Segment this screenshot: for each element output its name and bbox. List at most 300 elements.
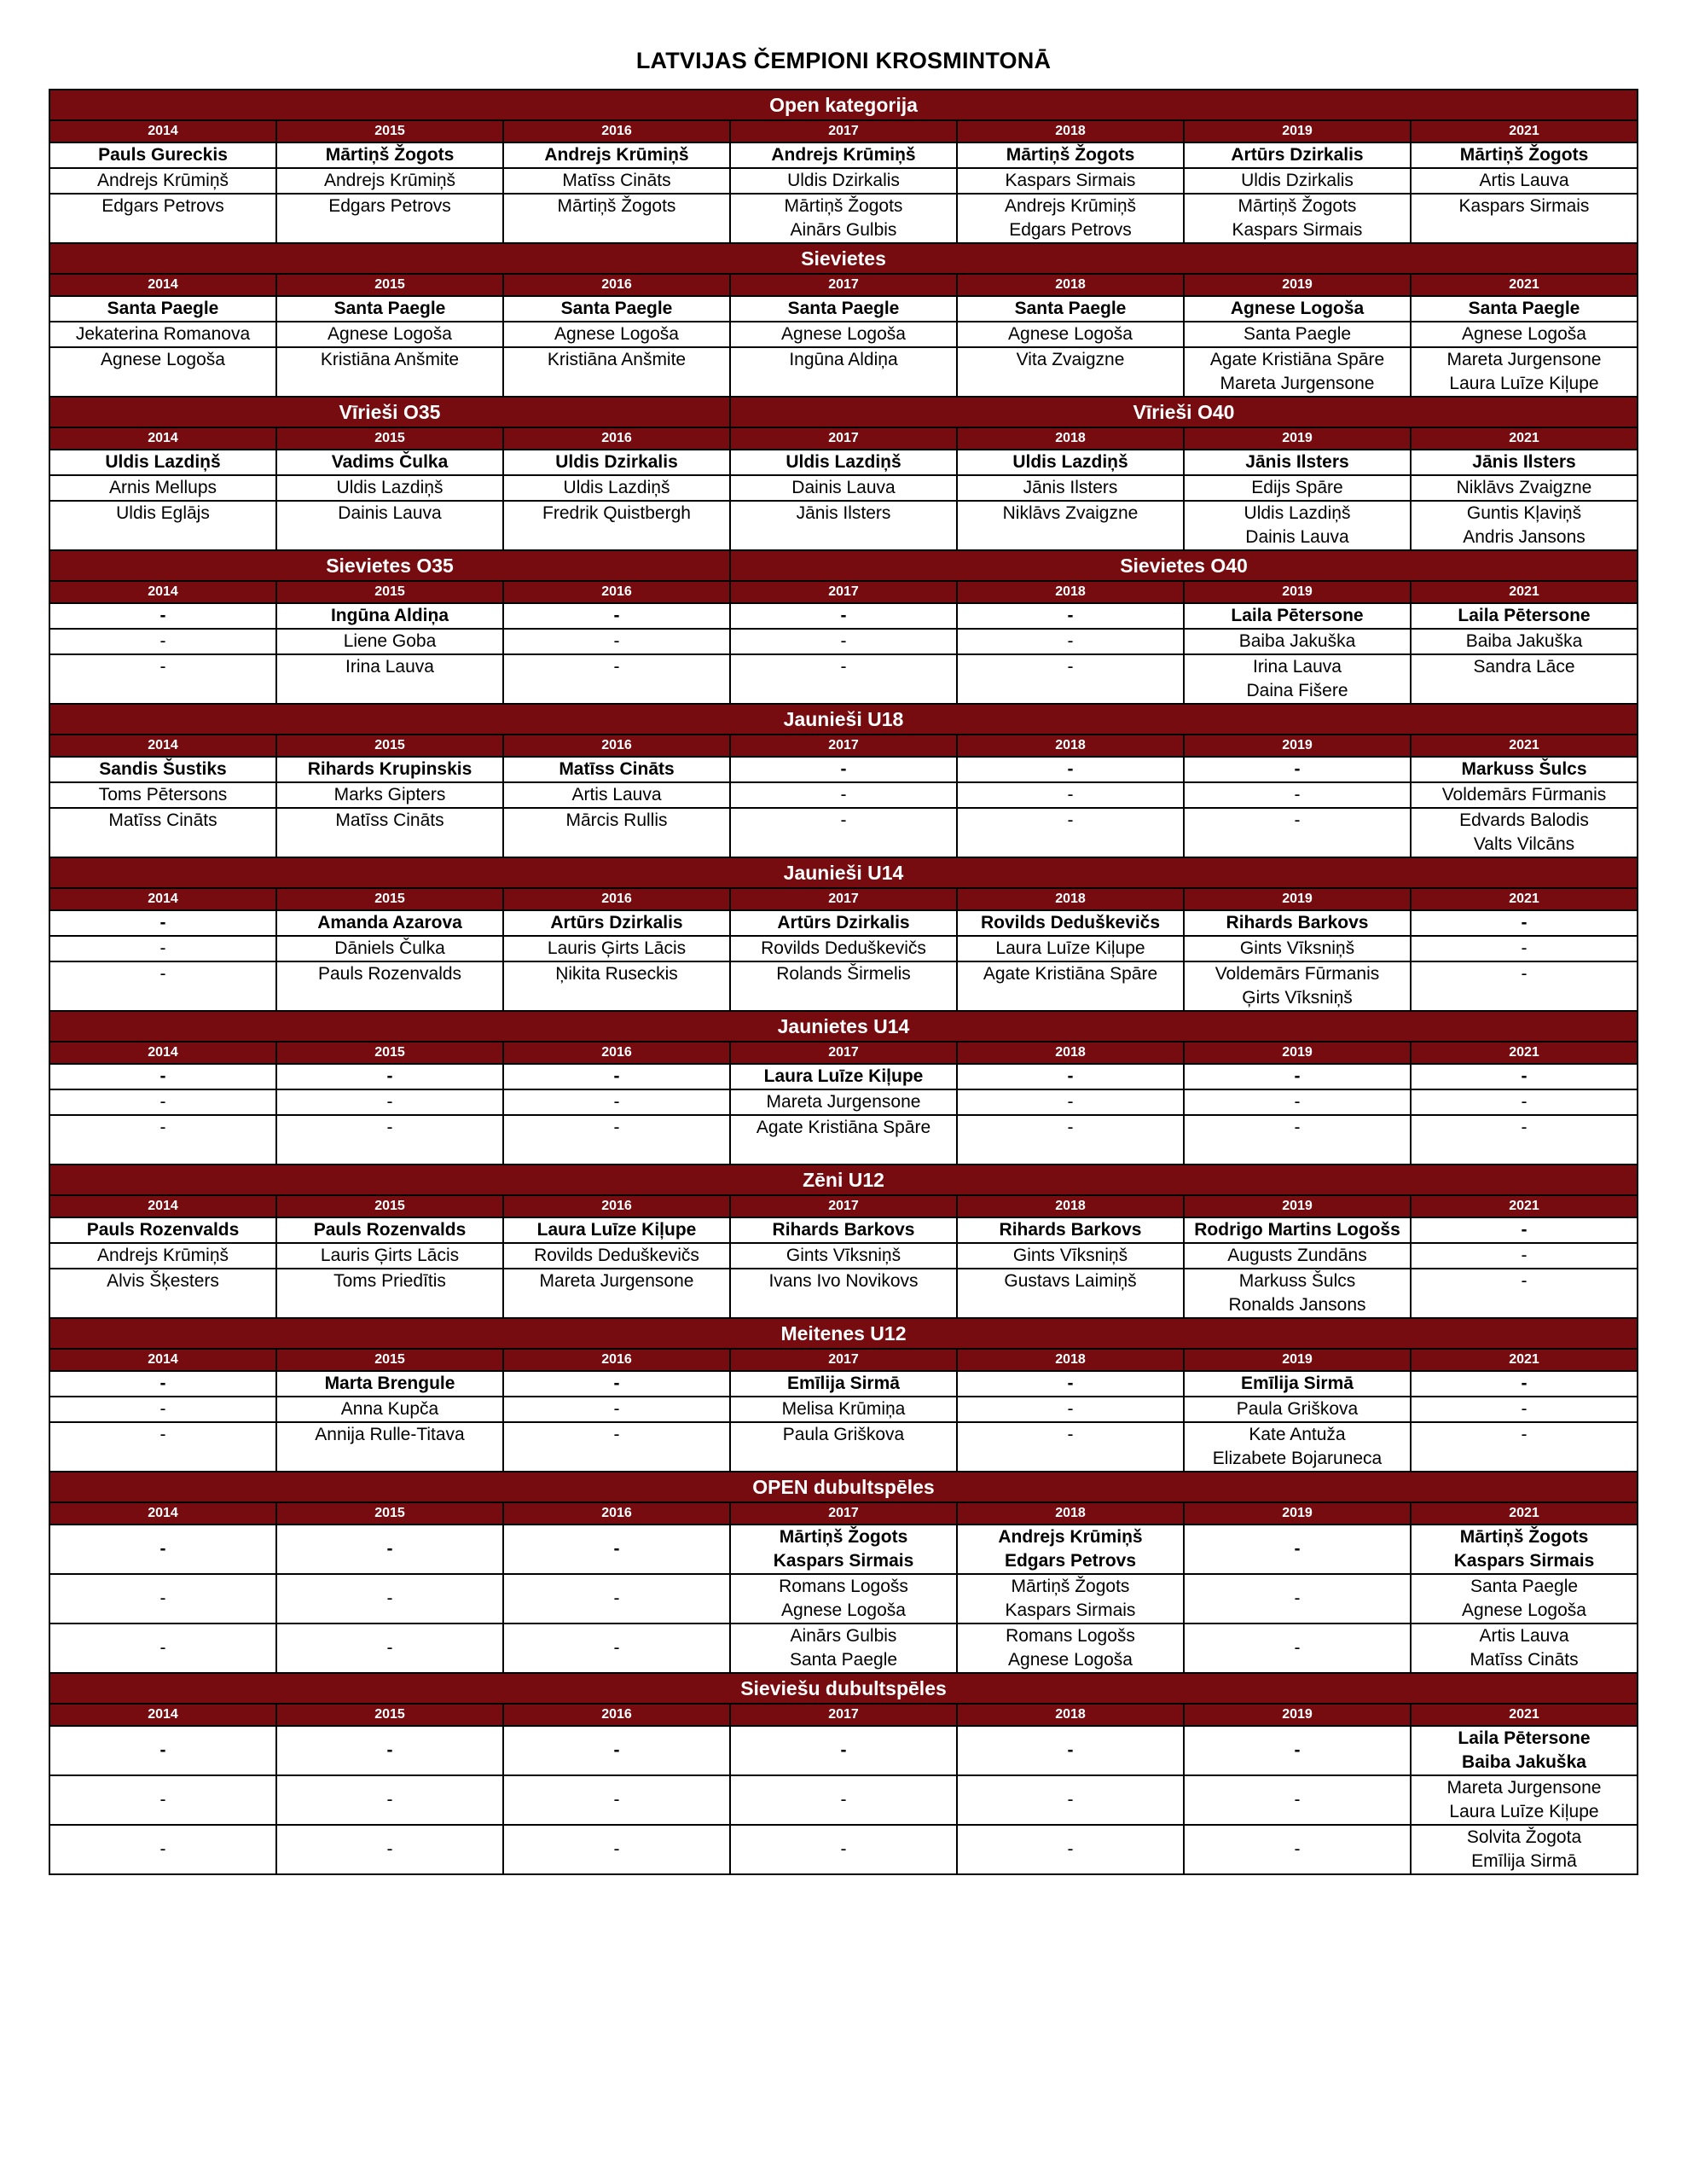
placement-row bbox=[49, 936, 1638, 961]
result-cell bbox=[49, 1243, 276, 1269]
result-cell bbox=[1411, 1623, 1638, 1673]
player-name: - bbox=[1521, 1425, 1528, 1444]
category-title: Sievietes bbox=[49, 243, 1638, 274]
player-name: Mārcis Rullis bbox=[565, 810, 668, 830]
player-name: Mārtiņš Žogots bbox=[557, 196, 676, 216]
result-cell bbox=[503, 808, 730, 857]
player-name: - bbox=[1067, 1790, 1074, 1809]
player-name: Valts Vilcāns bbox=[1473, 834, 1575, 854]
category-title: Open kategorija bbox=[49, 90, 1638, 120]
player-name: - bbox=[1067, 810, 1074, 830]
player-name: Mārtiņš Žogots bbox=[784, 196, 903, 216]
player-name: - bbox=[613, 1539, 620, 1559]
year-header: 2018 bbox=[957, 1704, 1184, 1726]
player-name: Baiba Jakuška bbox=[1462, 1752, 1586, 1772]
result-cell bbox=[1184, 347, 1411, 397]
year-header: 2014 bbox=[49, 120, 276, 142]
result-cell bbox=[1411, 347, 1638, 397]
category-header-row bbox=[49, 90, 1638, 120]
player-name: Edgars Petrovs bbox=[101, 196, 224, 216]
result-cell bbox=[276, 475, 503, 501]
result-cell bbox=[1411, 936, 1638, 961]
result-cell bbox=[1411, 1371, 1638, 1397]
player-name: - bbox=[1521, 1092, 1528, 1112]
result-cell bbox=[503, 1825, 730, 1874]
result-cell bbox=[276, 1623, 503, 1673]
player-name: - bbox=[613, 1425, 620, 1444]
result-cell bbox=[730, 1726, 957, 1775]
player-name: Artūrs Dzirkalis bbox=[1231, 145, 1364, 165]
player-name: Santa Paegle bbox=[333, 299, 446, 318]
result-cell bbox=[49, 1397, 276, 1422]
result-cell bbox=[276, 322, 503, 347]
player-name: - bbox=[1067, 1740, 1074, 1760]
player-name: Dāniels Čulka bbox=[334, 938, 445, 958]
result-cell bbox=[276, 782, 503, 808]
player-name: Paula Griškova bbox=[1236, 1399, 1359, 1419]
year-header: 2021 bbox=[1411, 274, 1638, 296]
result-cell bbox=[957, 654, 1184, 704]
result-cell bbox=[957, 1217, 1184, 1243]
player-name: Rodrigo Martins Logošs bbox=[1194, 1220, 1400, 1240]
year-header: 2016 bbox=[503, 1349, 730, 1371]
result-cell bbox=[1411, 1775, 1638, 1825]
result-cell bbox=[957, 194, 1184, 243]
year-header-row bbox=[49, 1195, 1638, 1217]
player-name: - bbox=[613, 1399, 620, 1419]
result-cell bbox=[1184, 782, 1411, 808]
year-header: 2017 bbox=[730, 1195, 957, 1217]
player-name: Kaspars Sirmais bbox=[1232, 220, 1363, 240]
player-name: - bbox=[840, 657, 847, 677]
player-name: - bbox=[386, 1740, 393, 1760]
player-name: Emīlija Sirmā bbox=[787, 1374, 900, 1393]
player-name: Markuss Šulcs bbox=[1461, 759, 1587, 779]
placement-row bbox=[49, 961, 1638, 1011]
player-name: - bbox=[159, 1790, 166, 1809]
player-name: Niklāvs Zvaigzne bbox=[1002, 503, 1139, 523]
result-cell bbox=[1184, 1269, 1411, 1318]
player-name: Rihards Krupinskis bbox=[307, 759, 472, 779]
player-name: Agnese Logoša bbox=[101, 350, 225, 369]
player-name: - bbox=[613, 1589, 620, 1608]
result-cell bbox=[49, 194, 276, 243]
year-header: 2021 bbox=[1411, 1349, 1638, 1371]
year-header: 2016 bbox=[503, 735, 730, 757]
result-cell bbox=[957, 1825, 1184, 1874]
category-title: Sieviešu dubultspēles bbox=[49, 1673, 1638, 1704]
player-name: Kristiāna Anšmite bbox=[547, 350, 687, 369]
player-name: - bbox=[613, 631, 620, 651]
player-name: Ainārs Gulbis bbox=[790, 220, 897, 240]
placement-row bbox=[49, 501, 1638, 550]
result-cell bbox=[503, 347, 730, 397]
result-cell bbox=[49, 654, 276, 704]
placement-row bbox=[49, 1825, 1638, 1874]
result-cell bbox=[49, 629, 276, 654]
player-name: Mārtiņš Žogots bbox=[1006, 145, 1135, 165]
result-cell bbox=[49, 450, 276, 475]
player-name: Mārtiņš Žogots bbox=[1459, 1527, 1589, 1547]
player-name: Agnese Logoša bbox=[1230, 299, 1365, 318]
player-name: Jānis Ilsters bbox=[796, 503, 891, 523]
result-cell bbox=[730, 1574, 957, 1623]
player-name: Santa Paegle bbox=[107, 299, 219, 318]
placement-row bbox=[49, 1269, 1638, 1318]
result-cell bbox=[49, 168, 276, 194]
result-cell bbox=[1184, 1574, 1411, 1623]
player-name: Sandis Šustiks bbox=[99, 759, 227, 779]
year-header: 2014 bbox=[49, 1195, 276, 1217]
result-cell bbox=[1184, 1422, 1411, 1472]
year-header: 2019 bbox=[1184, 1502, 1411, 1525]
player-name: Mārtiņš Žogots bbox=[779, 1527, 908, 1547]
player-name: Annija Rulle-Titava bbox=[315, 1425, 465, 1444]
player-name: Guntis Kļaviņš bbox=[1466, 503, 1582, 523]
player-name: Ingūna Aldiņa bbox=[330, 606, 449, 625]
player-name: Uldis Lazdiņš bbox=[336, 478, 443, 497]
player-name: - bbox=[613, 1638, 620, 1658]
result-cell bbox=[1411, 603, 1638, 629]
player-name: - bbox=[1294, 1118, 1301, 1137]
result-cell bbox=[49, 1525, 276, 1574]
category-header-row bbox=[49, 857, 1638, 888]
player-name: Laura Luīze Kiļupe bbox=[995, 938, 1145, 958]
result-cell bbox=[1184, 757, 1411, 782]
result-cell bbox=[276, 1775, 503, 1825]
result-cell bbox=[503, 1269, 730, 1318]
player-name: Rovilds Deduškevičs bbox=[761, 938, 926, 958]
year-header: 2016 bbox=[503, 1502, 730, 1525]
result-cell bbox=[1411, 1115, 1638, 1165]
result-cell bbox=[276, 501, 503, 550]
player-name: Gustavs Laimiņš bbox=[1004, 1271, 1137, 1291]
player-name: - bbox=[1521, 1374, 1528, 1393]
year-header-row bbox=[49, 427, 1638, 450]
player-name: Lauris Ģirts Lācis bbox=[320, 1246, 460, 1265]
player-name: - bbox=[613, 1839, 620, 1859]
result-cell bbox=[1184, 1775, 1411, 1825]
player-name: - bbox=[159, 1539, 166, 1559]
result-cell bbox=[276, 1064, 503, 1089]
player-name: Kaspars Sirmais bbox=[773, 1551, 914, 1571]
player-name: - bbox=[1294, 1740, 1301, 1760]
player-name: Edvards Balodis bbox=[1459, 810, 1589, 830]
player-name: - bbox=[840, 759, 847, 779]
result-cell bbox=[730, 629, 957, 654]
result-cell bbox=[49, 142, 276, 168]
player-name: Agate Kristiāna Spāre bbox=[983, 964, 1158, 984]
player-name: Uldis Dzirkalis bbox=[787, 171, 900, 190]
player-name: - bbox=[1067, 631, 1074, 651]
result-cell bbox=[730, 1525, 957, 1574]
winner-row bbox=[49, 757, 1638, 782]
result-cell bbox=[730, 1371, 957, 1397]
player-name: - bbox=[613, 657, 620, 677]
category-header-row bbox=[49, 243, 1638, 274]
result-cell bbox=[1411, 1825, 1638, 1874]
year-header: 2014 bbox=[49, 274, 276, 296]
player-name: Edijs Spāre bbox=[1251, 478, 1343, 497]
player-name: - bbox=[1294, 810, 1301, 830]
category-title: Jaunieši U14 bbox=[49, 857, 1638, 888]
result-cell bbox=[1411, 194, 1638, 243]
result-cell bbox=[730, 1115, 957, 1165]
player-name: - bbox=[613, 1066, 620, 1086]
result-cell bbox=[503, 142, 730, 168]
year-header: 2014 bbox=[49, 888, 276, 910]
result-cell bbox=[49, 1064, 276, 1089]
year-header: 2019 bbox=[1184, 735, 1411, 757]
player-name: Uldis Dzirkalis bbox=[1241, 171, 1354, 190]
year-header: 2018 bbox=[957, 1349, 1184, 1371]
player-name: - bbox=[1521, 1246, 1528, 1265]
player-name: - bbox=[1294, 785, 1301, 804]
player-name: - bbox=[1294, 1092, 1301, 1112]
player-name: Romans Logošs bbox=[1006, 1626, 1135, 1646]
year-header: 2017 bbox=[730, 1349, 957, 1371]
result-cell bbox=[49, 782, 276, 808]
result-cell bbox=[1184, 1115, 1411, 1165]
player-name: Fredrik Quistbergh bbox=[542, 503, 691, 523]
result-cell bbox=[730, 475, 957, 501]
year-header: 2017 bbox=[730, 274, 957, 296]
result-cell bbox=[503, 296, 730, 322]
player-name: Rihards Barkovs bbox=[772, 1220, 915, 1240]
year-header: 2015 bbox=[276, 120, 503, 142]
result-cell bbox=[1411, 808, 1638, 857]
result-cell bbox=[730, 1064, 957, 1089]
result-cell bbox=[1184, 1525, 1411, 1574]
player-name: - bbox=[613, 1118, 620, 1137]
year-header: 2018 bbox=[957, 120, 1184, 142]
player-name: Kaspars Sirmais bbox=[1005, 171, 1136, 190]
placement-row bbox=[49, 629, 1638, 654]
winner-row bbox=[49, 910, 1638, 936]
result-cell bbox=[957, 1422, 1184, 1472]
result-cell bbox=[730, 296, 957, 322]
player-name: Rovilds Deduškevičs bbox=[534, 1246, 699, 1265]
result-cell bbox=[276, 1422, 503, 1472]
result-cell bbox=[49, 501, 276, 550]
result-cell bbox=[1411, 475, 1638, 501]
player-name: Mārtiņš Žogots bbox=[1459, 145, 1589, 165]
result-cell bbox=[1184, 194, 1411, 243]
result-cell bbox=[503, 910, 730, 936]
result-cell bbox=[1411, 961, 1638, 1011]
year-header: 2018 bbox=[957, 274, 1184, 296]
year-header: 2021 bbox=[1411, 1195, 1638, 1217]
result-cell bbox=[276, 1574, 503, 1623]
result-cell bbox=[957, 1525, 1184, 1574]
result-cell bbox=[503, 1574, 730, 1623]
player-name: - bbox=[1294, 1589, 1301, 1608]
placement-row bbox=[49, 322, 1638, 347]
result-cell bbox=[1184, 1371, 1411, 1397]
player-name: - bbox=[386, 1839, 393, 1859]
year-header: 2019 bbox=[1184, 888, 1411, 910]
result-cell bbox=[276, 629, 503, 654]
player-name: Irina Lauva bbox=[345, 657, 434, 677]
player-name: Uldis Lazdiņš bbox=[1012, 452, 1128, 472]
player-name: - bbox=[159, 1399, 166, 1419]
result-cell bbox=[276, 168, 503, 194]
result-cell bbox=[49, 808, 276, 857]
result-cell bbox=[49, 296, 276, 322]
year-header-row bbox=[49, 735, 1638, 757]
player-name: - bbox=[1521, 1220, 1528, 1240]
result-cell bbox=[503, 629, 730, 654]
result-cell bbox=[1184, 654, 1411, 704]
result-cell bbox=[503, 1525, 730, 1574]
year-header: 2015 bbox=[276, 1195, 503, 1217]
year-header: 2017 bbox=[730, 120, 957, 142]
player-name: Andrejs Krūmiņš bbox=[323, 171, 456, 190]
category-header-row bbox=[49, 1673, 1638, 1704]
player-name: Vadims Čulka bbox=[331, 452, 449, 472]
player-name: - bbox=[1067, 606, 1074, 625]
placement-row bbox=[49, 808, 1638, 857]
player-name: Andrejs Krūmiņš bbox=[1004, 196, 1137, 216]
player-name: Emīlija Sirmā bbox=[1471, 1851, 1577, 1871]
player-name: - bbox=[1521, 964, 1528, 984]
result-cell bbox=[1411, 1574, 1638, 1623]
result-cell bbox=[503, 1726, 730, 1775]
result-cell bbox=[503, 654, 730, 704]
result-cell bbox=[957, 1089, 1184, 1115]
player-name: Baiba Jakuška bbox=[1465, 631, 1583, 651]
result-cell bbox=[957, 475, 1184, 501]
result-cell bbox=[1411, 296, 1638, 322]
placement-row bbox=[49, 782, 1638, 808]
player-name: Uldis Lazdiņš bbox=[563, 478, 670, 497]
result-cell bbox=[276, 1397, 503, 1422]
result-cell bbox=[730, 1825, 957, 1874]
player-name: Agnese Logoša bbox=[554, 324, 679, 344]
player-name: Mareta Jurgensone bbox=[1220, 374, 1375, 393]
result-cell bbox=[503, 961, 730, 1011]
result-cell bbox=[730, 1623, 957, 1673]
player-name: - bbox=[840, 606, 847, 625]
placement-row bbox=[49, 1422, 1638, 1472]
result-cell bbox=[49, 1825, 276, 1874]
year-header: 2019 bbox=[1184, 120, 1411, 142]
page-title: LATVIJAS ČEMPIONI KROSMINTONĀ bbox=[635, 48, 1052, 73]
year-header: 2015 bbox=[276, 274, 503, 296]
result-cell bbox=[49, 1726, 276, 1775]
player-name: Mārtiņš Žogots bbox=[1238, 196, 1357, 216]
player-name: Mareta Jurgensone bbox=[1446, 350, 1602, 369]
year-header: 2016 bbox=[503, 427, 730, 450]
results-body bbox=[49, 90, 1638, 1874]
year-header: 2017 bbox=[730, 1502, 957, 1525]
player-name: Laila Pētersone bbox=[1231, 606, 1364, 625]
result-cell bbox=[49, 322, 276, 347]
placement-row bbox=[49, 194, 1638, 243]
player-name: Matīss Cināts bbox=[335, 810, 444, 830]
player-name: Ģirts Vīksniņš bbox=[1242, 988, 1353, 1008]
result-cell bbox=[49, 1775, 276, 1825]
player-name: Mārtiņš Žogots bbox=[325, 145, 455, 165]
result-cell bbox=[503, 782, 730, 808]
player-name: Ņikita Ruseckis bbox=[555, 964, 678, 984]
result-cell bbox=[957, 168, 1184, 194]
result-cell bbox=[503, 1775, 730, 1825]
winner-row bbox=[49, 1371, 1638, 1397]
player-name: Laura Luīze Kiļupe bbox=[536, 1220, 697, 1240]
result-cell bbox=[1411, 501, 1638, 550]
placement-row bbox=[49, 347, 1638, 397]
year-header: 2017 bbox=[730, 581, 957, 603]
result-cell bbox=[957, 782, 1184, 808]
year-header: 2015 bbox=[276, 888, 503, 910]
result-cell bbox=[730, 1775, 957, 1825]
result-cell bbox=[503, 1371, 730, 1397]
result-cell bbox=[1411, 1064, 1638, 1089]
player-name: Andrejs Krūmiņš bbox=[96, 171, 229, 190]
year-header: 2017 bbox=[730, 735, 957, 757]
category-header-row bbox=[49, 397, 1638, 427]
player-name: Edgars Petrovs bbox=[328, 196, 451, 216]
result-cell bbox=[1411, 1422, 1638, 1472]
result-cell bbox=[49, 1623, 276, 1673]
year-header: 2017 bbox=[730, 888, 957, 910]
result-cell bbox=[1411, 1269, 1638, 1318]
year-header: 2019 bbox=[1184, 1195, 1411, 1217]
player-name: - bbox=[840, 785, 847, 804]
result-cell bbox=[49, 910, 276, 936]
player-name: Solvita Žogota bbox=[1466, 1827, 1582, 1847]
year-header: 2019 bbox=[1184, 581, 1411, 603]
player-name: Agate Kristiāna Spāre bbox=[756, 1118, 931, 1137]
result-cell bbox=[730, 782, 957, 808]
category-title: Zēni U12 bbox=[49, 1165, 1638, 1195]
result-cell bbox=[730, 168, 957, 194]
player-name: Jānis Ilsters bbox=[1023, 478, 1118, 497]
result-cell bbox=[276, 961, 503, 1011]
player-name: Artis Lauva bbox=[571, 785, 662, 804]
result-cell bbox=[276, 1371, 503, 1397]
player-name: - bbox=[159, 1374, 166, 1393]
result-cell bbox=[1184, 1217, 1411, 1243]
player-name: - bbox=[159, 938, 166, 958]
year-header-row bbox=[49, 1704, 1638, 1726]
result-cell bbox=[276, 936, 503, 961]
result-cell bbox=[49, 1574, 276, 1623]
player-name: Matīss Cināts bbox=[1470, 1650, 1579, 1670]
player-name: Jānis Ilsters bbox=[1245, 452, 1349, 472]
player-name: - bbox=[1067, 1374, 1074, 1393]
player-name: Laura Luīze Kiļupe bbox=[763, 1066, 924, 1086]
placement-row bbox=[49, 1397, 1638, 1422]
player-name: Irina Lauva bbox=[1253, 657, 1342, 677]
result-cell bbox=[503, 1217, 730, 1243]
player-name: Santa Paegle bbox=[1468, 299, 1580, 318]
result-cell bbox=[1184, 808, 1411, 857]
player-name: - bbox=[159, 1118, 166, 1137]
result-cell bbox=[276, 1217, 503, 1243]
player-name: - bbox=[159, 1092, 166, 1112]
year-header: 2018 bbox=[957, 427, 1184, 450]
result-cell bbox=[1411, 757, 1638, 782]
result-cell bbox=[276, 142, 503, 168]
player-name: - bbox=[840, 1839, 847, 1859]
player-name: Mareta Jurgensone bbox=[539, 1271, 694, 1291]
category-header-row bbox=[49, 1318, 1638, 1349]
player-name: Agnese Logoša bbox=[1462, 1600, 1586, 1620]
year-header: 2015 bbox=[276, 735, 503, 757]
result-cell bbox=[957, 1775, 1184, 1825]
